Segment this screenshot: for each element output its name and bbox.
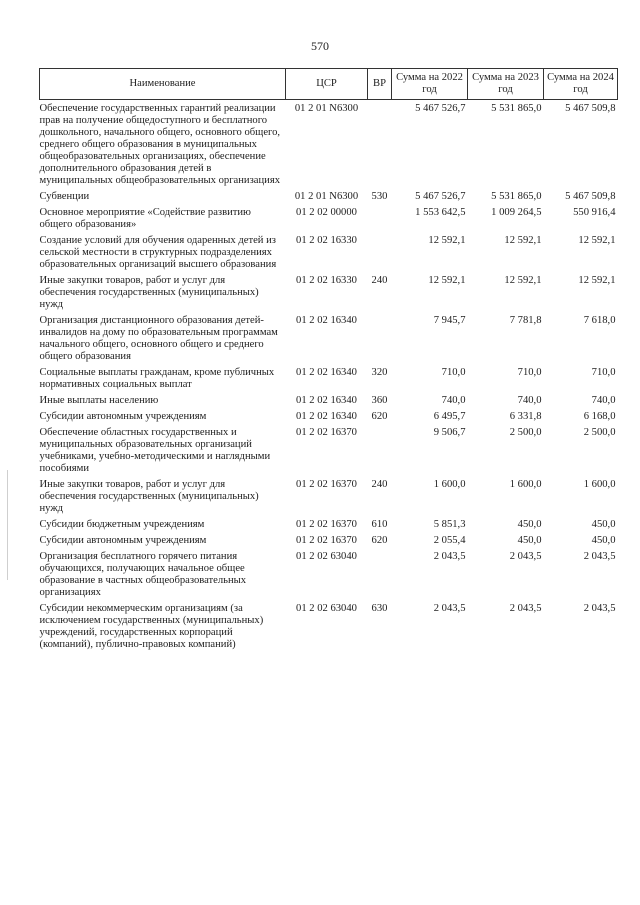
row-name: Обеспечение государственных гарантий реализации прав на получение общедоступного и бесплатного дошкольного, начального общего, основного общего, среднего общего образования в муниципальных общеобразовательных организациях, обеспечение дополнительного образования детей в муниципальных общеобразовательных организациях <box>39 103 281 186</box>
table-row <box>40 395 618 411</box>
row-vr: 240 <box>371 479 388 490</box>
row-sum-2023: 12 592,1 <box>504 235 542 246</box>
table-body <box>40 100 618 656</box>
table-row <box>40 235 618 275</box>
row-sum-2022: 1 600,0 <box>433 479 466 490</box>
row-sum-2022: 740,0 <box>441 395 466 406</box>
row-sum-2022: 2 043,5 <box>433 603 466 614</box>
header-csr: ЦСР <box>286 69 368 100</box>
row-name: Субвенции <box>39 191 90 202</box>
row-sum-2023: 450,0 <box>517 519 542 530</box>
row-sum-2022: 7 945,7 <box>433 315 466 326</box>
row-vr: 240 <box>371 275 388 286</box>
table-row <box>40 275 618 315</box>
table-row <box>40 479 618 519</box>
row-sum-2024: 550 916,4 <box>573 207 616 218</box>
page-number: 570 <box>311 39 329 53</box>
row-csr: 01 2 02 16370 <box>296 427 357 438</box>
row-sum-2023: 6 331,8 <box>509 411 542 422</box>
row-sum-2024: 12 592,1 <box>578 275 616 286</box>
row-sum-2023: 5 531 865,0 <box>491 103 542 114</box>
row-sum-2022: 5 851,3 <box>433 519 466 530</box>
row-name: Организация дистанционного образования детей-инвалидов на дому по образовательным программам начального общего, основного общего и среднего общего образования <box>39 315 278 362</box>
table-row <box>40 100 618 192</box>
row-sum-2023: 1 009 264,5 <box>491 207 542 218</box>
row-name: Иные выплаты населению <box>39 395 159 406</box>
row-sum-2024: 2 043,5 <box>583 603 616 614</box>
table-row <box>40 535 618 551</box>
row-sum-2024: 740,0 <box>591 395 616 406</box>
table-row <box>40 603 618 655</box>
row-sum-2024: 5 467 509,8 <box>565 191 616 202</box>
row-csr: 01 2 02 16370 <box>296 519 357 530</box>
row-csr: 01 2 02 16370 <box>296 479 357 490</box>
row-sum-2023: 7 781,8 <box>509 315 542 326</box>
table-row <box>40 367 618 395</box>
row-sum-2023: 5 531 865,0 <box>491 191 542 202</box>
row-name: Основное мероприятие «Содействие развитию общего образования» <box>39 207 251 230</box>
row-sum-2022: 9 506,7 <box>433 427 466 438</box>
row-sum-2024: 2 043,5 <box>583 551 616 562</box>
row-csr: 01 2 01 N6300 <box>294 191 359 202</box>
row-sum-2022: 5 467 526,7 <box>415 191 466 202</box>
table-row <box>40 427 618 479</box>
row-sum-2023: 450,0 <box>517 535 542 546</box>
row-vr: 630 <box>371 603 388 614</box>
row-sum-2022: 5 467 526,7 <box>415 103 466 114</box>
row-sum-2024: 6 168,0 <box>583 411 616 422</box>
row-sum-2023: 2 043,5 <box>509 603 542 614</box>
row-sum-2023: 1 600,0 <box>509 479 542 490</box>
row-vr: 620 <box>371 411 388 422</box>
row-csr: 01 2 02 16340 <box>296 315 357 326</box>
row-name: Субсидии бюджетным учреждениям <box>39 519 205 530</box>
table-row <box>40 191 618 207</box>
header-vr: ВР <box>368 69 392 100</box>
row-sum-2022: 1 553 642,5 <box>415 207 466 218</box>
row-vr: 530 <box>371 191 388 202</box>
row-sum-2022: 710,0 <box>441 367 466 378</box>
row-sum-2024: 450,0 <box>591 535 616 546</box>
row-vr <box>368 315 392 367</box>
table-row <box>40 411 618 427</box>
row-name: Организация бесплатного горячего питания обучающихся, получающих начальное общее образование в частных общеобразовательных организациях <box>39 551 247 598</box>
row-sum-2024: 450,0 <box>591 519 616 530</box>
row-sum-2023: 12 592,1 <box>504 275 542 286</box>
row-sum-2022: 6 495,7 <box>433 411 466 422</box>
row-sum-2022: 2 055,4 <box>433 535 466 546</box>
row-name: Создание условий для обучения одаренных детей из сельской местности в структурных подразделениях образовательных организаций высшего образования <box>39 235 277 270</box>
row-vr <box>368 427 392 479</box>
row-sum-2023: 740,0 <box>517 395 542 406</box>
row-vr: 620 <box>371 535 388 546</box>
row-vr: 320 <box>371 367 388 378</box>
row-sum-2024: 1 600,0 <box>583 479 616 490</box>
table-header <box>40 69 618 100</box>
row-sum-2022: 12 592,1 <box>428 275 466 286</box>
budget-table <box>39 68 618 655</box>
row-csr: 01 2 02 16370 <box>296 535 357 546</box>
row-vr: 610 <box>371 519 388 530</box>
row-csr: 01 2 02 16330 <box>296 235 357 246</box>
row-name: Субсидии некоммерческим организациям (за исключением государственных (муниципальных) учреждений, государственных корпораций (компаний), публично-правовых компаний) <box>39 603 264 650</box>
row-vr <box>368 551 392 603</box>
row-csr: 01 2 02 16340 <box>296 411 357 422</box>
row-sum-2022: 2 043,5 <box>433 551 466 562</box>
row-sum-2023: 2 043,5 <box>509 551 542 562</box>
table-row <box>40 519 618 535</box>
row-csr: 01 2 01 N6300 <box>294 103 359 114</box>
row-sum-2023: 2 500,0 <box>509 427 542 438</box>
row-csr: 01 2 02 16340 <box>296 367 357 378</box>
row-csr: 01 2 02 00000 <box>296 207 357 218</box>
row-sum-2024: 2 500,0 <box>583 427 616 438</box>
header-sum-2023: Сумма на 2023 год <box>468 69 544 100</box>
row-csr: 01 2 02 63040 <box>296 551 357 562</box>
row-csr: 01 2 02 63040 <box>296 603 357 614</box>
row-sum-2024: 7 618,0 <box>583 315 616 326</box>
row-sum-2024: 12 592,1 <box>578 235 616 246</box>
table-row <box>40 315 618 367</box>
row-sum-2023: 710,0 <box>517 367 542 378</box>
header-name: Наименование <box>40 69 286 100</box>
header-sum-2022: Сумма на 2022 год <box>392 69 468 100</box>
table-row <box>40 551 618 603</box>
row-name: Социальные выплаты гражданам, кроме публичных нормативных социальных выплат <box>39 367 275 390</box>
row-vr: 360 <box>371 395 388 406</box>
row-vr <box>368 100 392 192</box>
row-name: Иные закупки товаров, работ и услуг для обеспечения государственных (муниципальных) нужд <box>39 275 259 310</box>
row-name: Обеспечение областных государственных и муниципальных образовательных организаций учебниками, учебно-методическими и наглядными пособиями <box>39 427 271 474</box>
row-name: Субсидии автономным учреждениям <box>39 535 207 546</box>
scan-edge-mark <box>7 470 8 580</box>
row-sum-2024: 5 467 509,8 <box>565 103 616 114</box>
row-csr: 01 2 02 16340 <box>296 395 357 406</box>
row-sum-2022: 12 592,1 <box>428 235 466 246</box>
row-name: Субсидии автономным учреждениям <box>39 411 207 422</box>
row-name: Иные закупки товаров, работ и услуг для обеспечения государственных (муниципальных) нужд <box>39 479 259 514</box>
table-row <box>40 207 618 235</box>
row-csr: 01 2 02 16330 <box>296 275 357 286</box>
header-sum-2024: Сумма на 2024 год <box>544 69 618 100</box>
row-vr <box>368 207 392 235</box>
row-sum-2024: 710,0 <box>591 367 616 378</box>
row-vr <box>368 235 392 275</box>
